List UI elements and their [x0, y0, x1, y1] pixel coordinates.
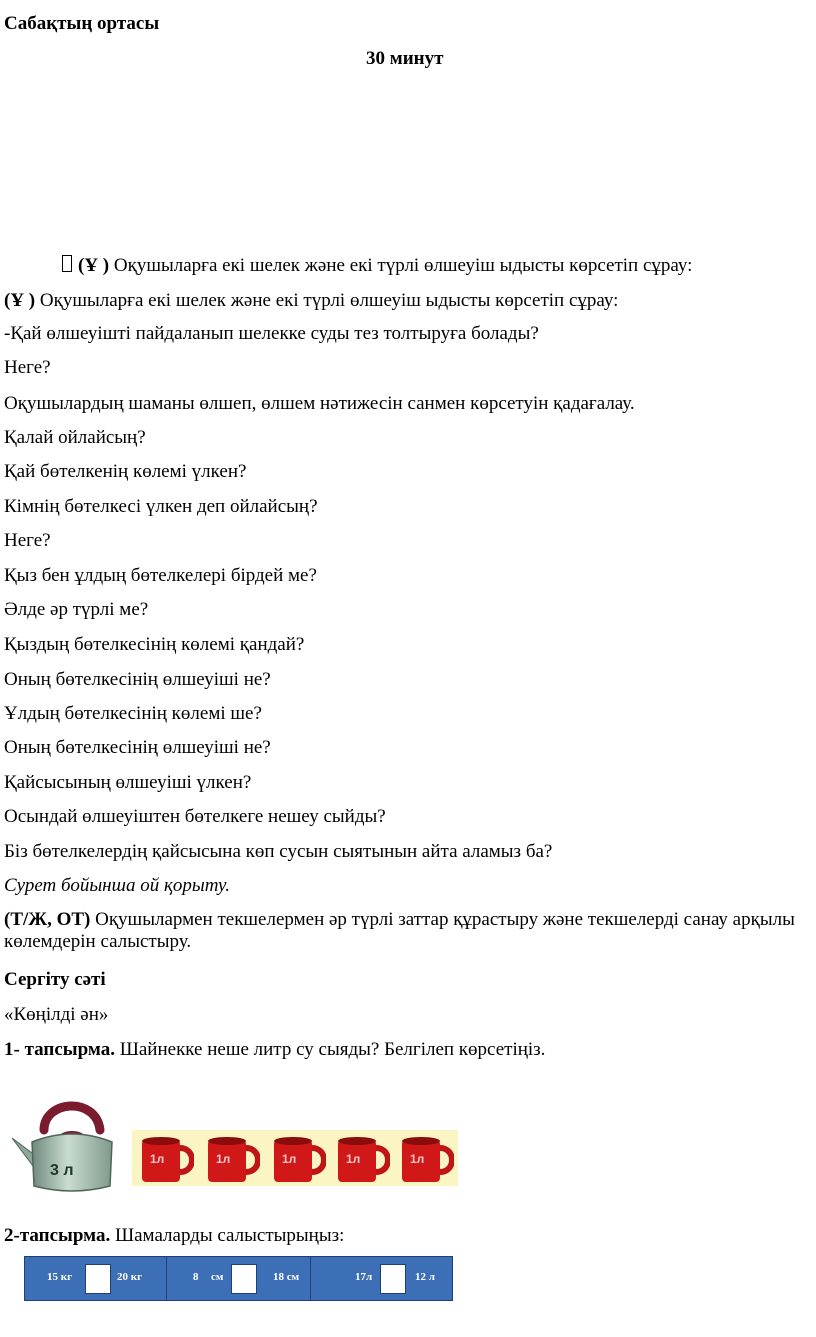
cups-strip — [132, 1130, 458, 1186]
compare-right-value: 18 см — [273, 1271, 300, 1283]
mug-icon — [334, 1134, 390, 1184]
question-line: Қайсысының өлшеуіші үлкен? — [4, 772, 252, 793]
task1-heading — [4, 1039, 545, 1061]
cup — [204, 1134, 260, 1184]
role-tag: (Т/Ж, ОТ) — [4, 909, 91, 930]
role-tag: (Ұ ) — [78, 255, 110, 276]
question-line: Қалай ойлайсың? — [4, 427, 146, 448]
cup — [334, 1134, 390, 1184]
cell-divider — [166, 1257, 167, 1300]
cup-label: 1л — [410, 1152, 425, 1166]
cup-label: 1л — [346, 1152, 361, 1166]
role-tag: (Ұ ) — [4, 290, 36, 311]
mug-icon — [270, 1134, 326, 1184]
break-title: Сергіту сәті — [4, 969, 106, 990]
question-line: Ұлдың бөтелкесінің көлемі ше? — [4, 703, 262, 724]
compare-right-value: 20 кг — [117, 1271, 143, 1283]
cell-divider — [310, 1257, 311, 1300]
question-line: Әлде әр түрлі ме? — [4, 599, 149, 620]
line-text: Оқушыларға екі шелек және екі түрлі өлшеуіш ыдысты көрсетіп сұрау: — [35, 290, 619, 311]
compare-right-value: 12 л — [415, 1271, 435, 1283]
line-text: Оқушыларға екі шелек және екі түрлі өлшеуіш ыдысты көрсетіп сұрау: — [109, 255, 693, 276]
question-line: Осындай өлшеуіштен бөтелкеге нешеу сыйды? — [4, 806, 386, 827]
compare-left-value: 8 — [193, 1271, 199, 1283]
cup-label: 1л — [150, 1152, 165, 1166]
compare-left-unit: см — [211, 1271, 224, 1283]
question-line: Қыз бен ұлдың бөтелкелері бірдей ме? — [4, 565, 317, 586]
task-text: Шамаларды салыстырыңыз: — [110, 1225, 345, 1246]
question-line: Қай бөтелкенің көлемі үлкен? — [4, 461, 247, 482]
kettle-icon — [10, 1086, 118, 1196]
line-text: Оқушылармен текшелермен әр түрлі заттар құрастыру және текшелерді санау арқылы көлемдерін салыстыру. — [4, 909, 795, 952]
section-title: Сабақтың ортасы — [4, 13, 160, 34]
compare-answer-box[interactable] — [231, 1264, 257, 1294]
mug-icon — [204, 1134, 260, 1184]
mug-icon — [398, 1134, 454, 1184]
cup — [398, 1134, 454, 1184]
mug-icon — [138, 1134, 194, 1184]
question-line: Біз бөтелкелердің қайсысына көп сусын сыятынын айта аламыз ба? — [4, 841, 553, 862]
cup — [138, 1134, 194, 1184]
question-line — [62, 255, 692, 277]
question-line: Оқушылардың шаманы өлшеп, өлшем нәтижесін санмен көрсетуін қадағалау. — [4, 393, 635, 414]
question-line: Оның бөтелкесінің өлшеуіші не? — [4, 669, 271, 690]
question-line: Қыздың бөтелкесінің көлемі қандай? — [4, 634, 305, 655]
compare-left-value: 17л — [355, 1271, 373, 1283]
kettle-label: 3 л — [50, 1162, 74, 1179]
song-title: «Көңілді ән» — [4, 1004, 109, 1025]
question-line: Оның бөтелкесінің өлшеуіші не? — [4, 737, 271, 758]
compare-answer-box[interactable] — [85, 1264, 111, 1294]
task-text: Шайнекке неше литр су сыяды? Белгілеп көрсетіңіз. — [114, 1039, 546, 1060]
cup-label: 1л — [282, 1152, 297, 1166]
compare-left-value: 15 кг — [47, 1271, 73, 1283]
kettle-illustration — [10, 1086, 118, 1196]
task2-heading — [4, 1225, 344, 1247]
question-line: -Қай өлшеуішті пайдаланып шелекке суды тез толтыруға болады? — [4, 323, 539, 344]
task-label: 1- тапсырма. — [4, 1039, 115, 1060]
group-work-paragraph — [4, 909, 812, 953]
question-line: Неге? — [4, 530, 51, 551]
question-line — [4, 290, 618, 312]
duration: 30 минут — [366, 48, 444, 69]
task-label: 2-тапсырма. — [4, 1225, 111, 1246]
conclusion-line: Сурет бойынша ой қорыту. — [4, 875, 230, 896]
question-line: Неге? — [4, 357, 51, 378]
comparison-table — [24, 1256, 453, 1301]
cup — [270, 1134, 326, 1184]
compare-answer-box[interactable] — [380, 1264, 406, 1294]
missing-glyph-icon — [62, 255, 72, 272]
cup-label: 1л — [216, 1152, 231, 1166]
question-line: Кімнің бөтелкесі үлкен деп ойлайсың? — [4, 496, 318, 517]
